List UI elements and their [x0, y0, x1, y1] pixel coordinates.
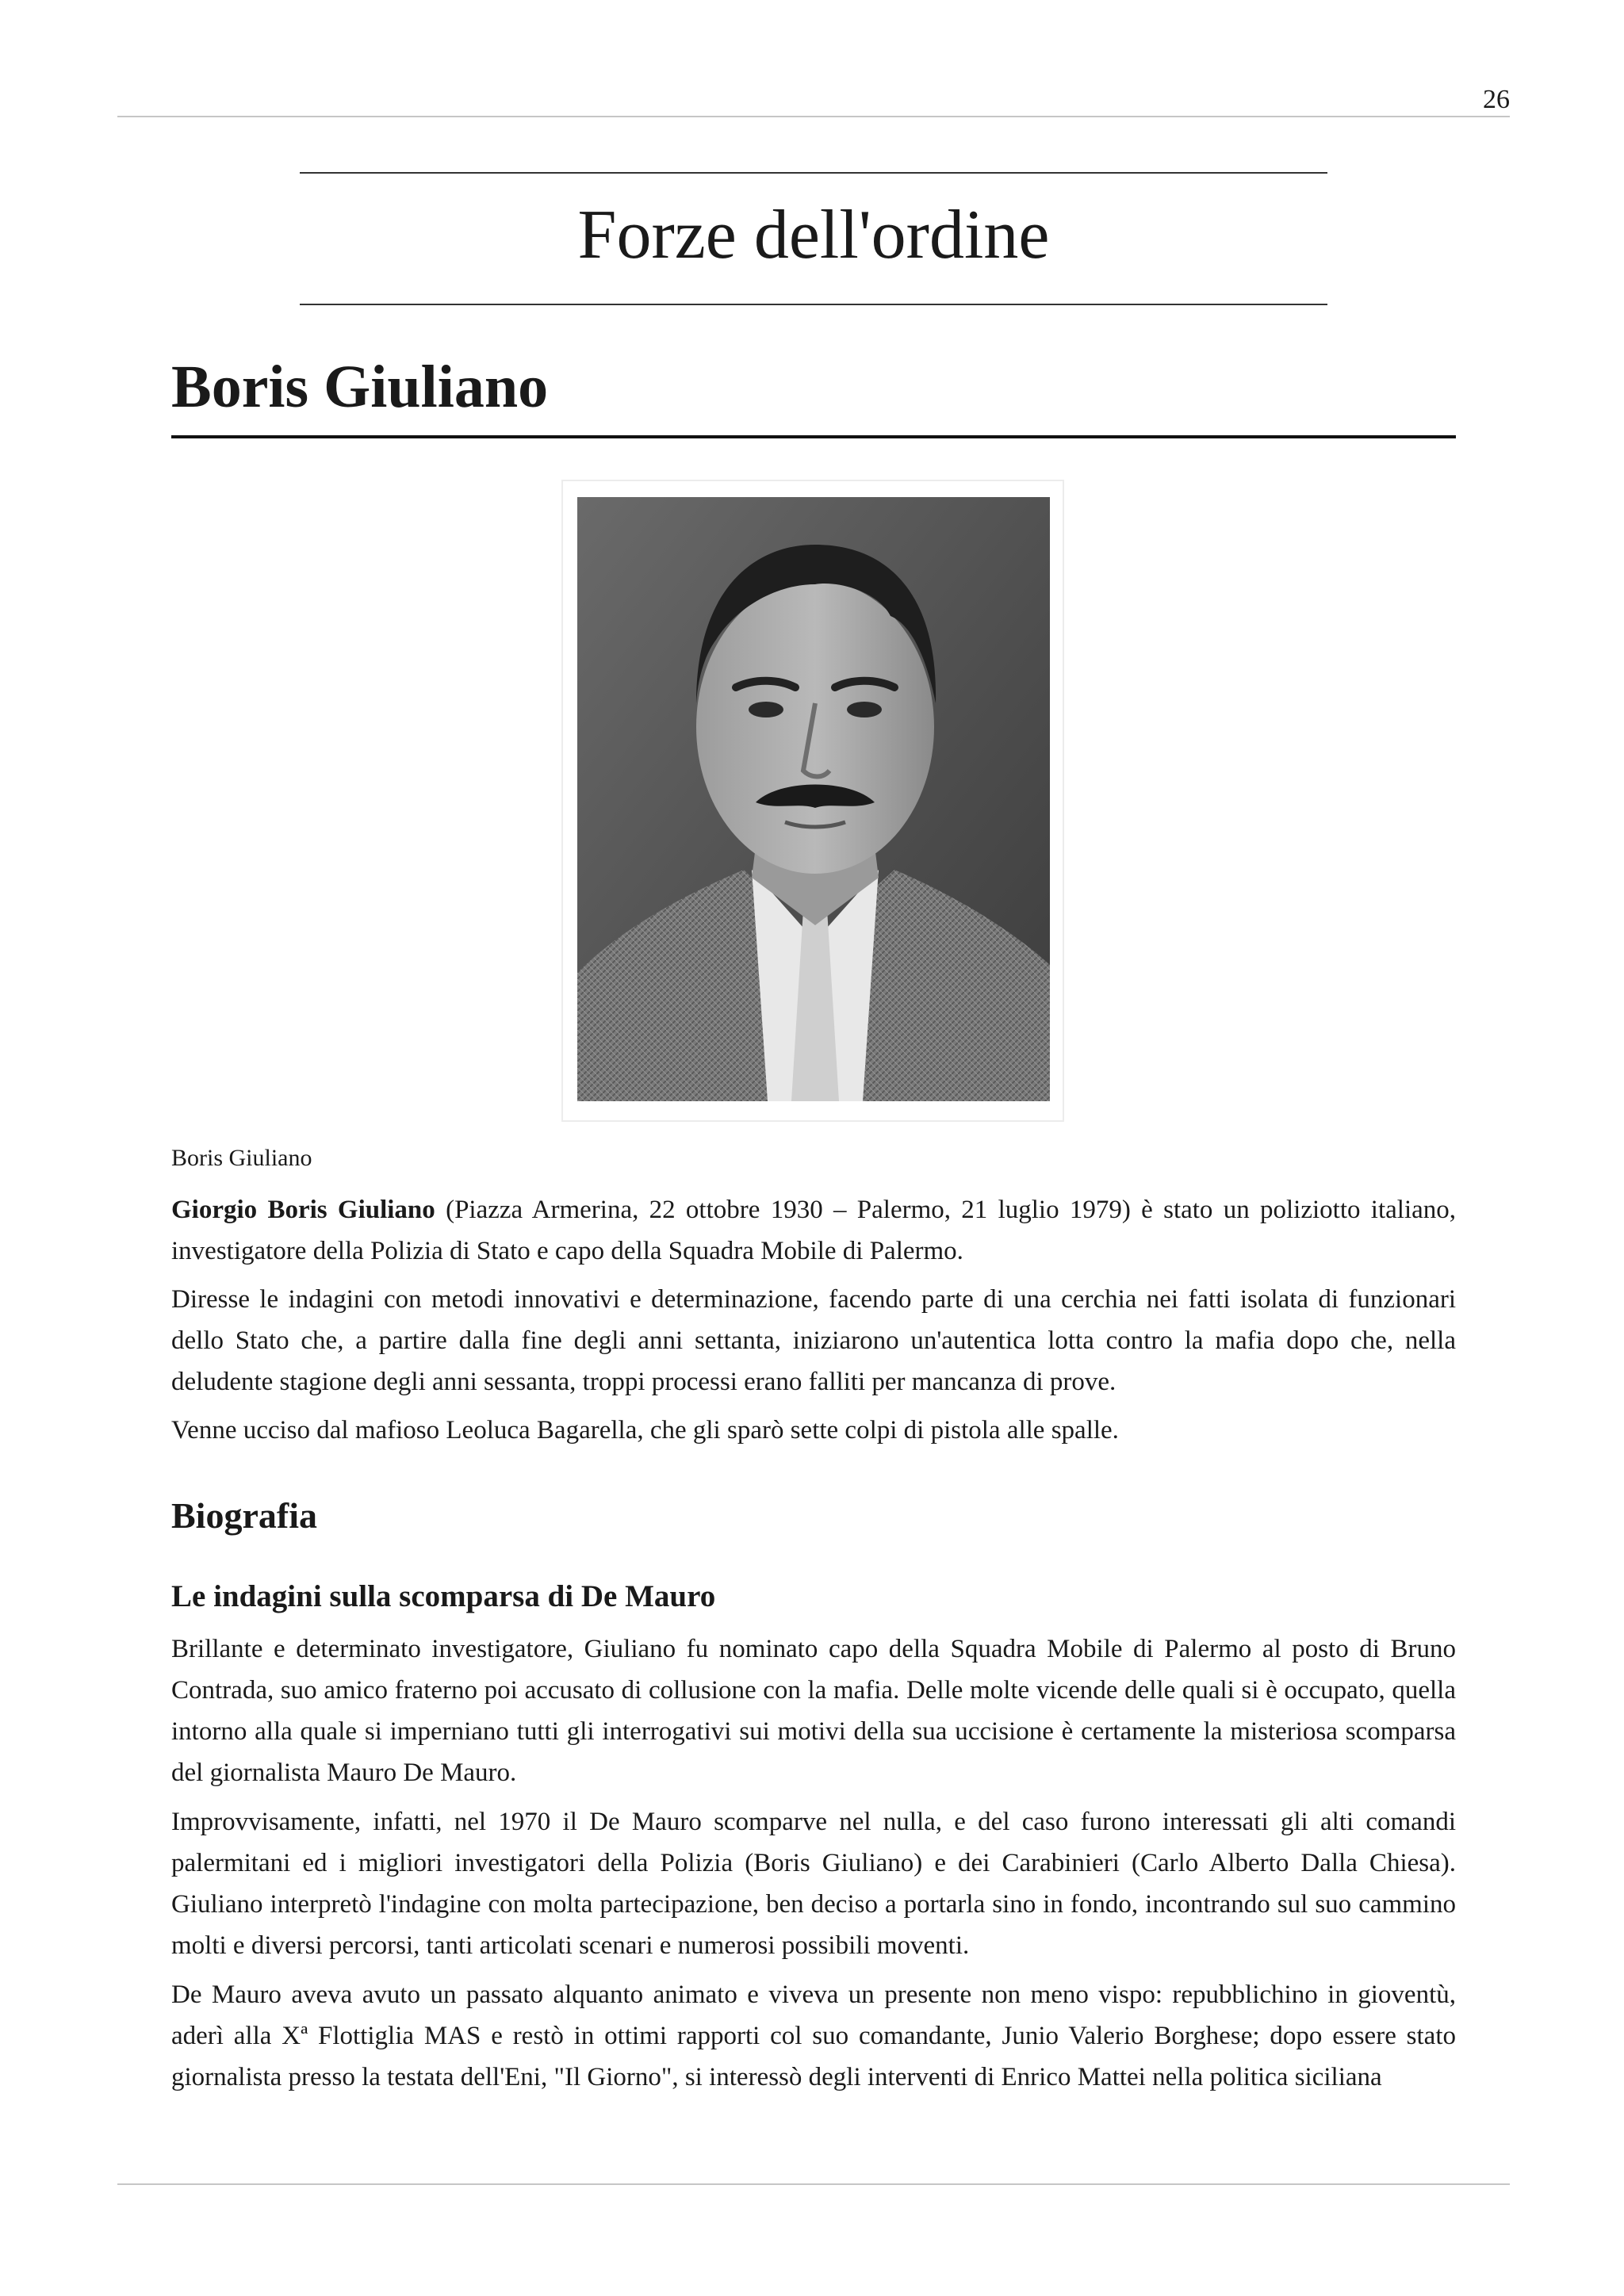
paragraph-4: Brillante e determinato investigatore, Giuliano fu nominato capo della Squadra Mobile di Palermo al posto di Bruno Contrada, suo amico fraterno poi accusato di collusione con la mafia. Delle molte vicende delle quali si è occupato, quella intorno alla quale si imperniano tutti gli interrogativi sui motivi della sua uccisione è certamente la misteriosa scomparsa del giornalista Mauro De Mauro.	[171, 1635, 1456, 1787]
intro-paragraph	[171, 1189, 1456, 1272]
paragraph-6: De Mauro aveva avuto un passato alquanto animato e viveva un presente non meno vispo: repubblichino in gioventù, aderì alla Xª Flottiglia MAS e restò in ottimi rapporti col suo comandante, Junio Valerio Borghese; dopo essere stato giornalista presso la testata dell'Eni, "Il Giorno", si interessò degli interventi di Enrico Mattei nella politica siciliana	[171, 1980, 1456, 2091]
section-heading-biografia: Biografia	[171, 1495, 317, 1536]
intro-lead: Giorgio Boris Giuliano	[171, 1196, 435, 1224]
page-number: 26	[1483, 85, 1510, 114]
image-caption: Boris Giuliano	[171, 1145, 312, 1171]
article-title: Boris Giuliano	[171, 354, 549, 420]
paragraph-3: Venne ucciso dal mafioso Leoluca Bagarella, che gli sparò sette colpi di pistola alle spalle.	[171, 1416, 1119, 1445]
chapter-rule-top	[300, 172, 1327, 174]
header-rule	[117, 116, 1510, 117]
portrait-illustration	[577, 497, 1050, 1101]
paragraph-5: Improvvisamente, infatti, nel 1970 il De Mauro scomparve nel nulla, e del caso furono interessati gli alti comandi palermitani ed i migliori investigatori della Polizia (Boris Giuliano) e dei Carabinieri (Carlo Alberto Dalla Chiesa). Giuliano interpretò l'indagine con molta partecipazione, ben deciso a portarla sino in fondo, incontrando sul suo cammino molti e diversi percorsi, tanti articolati scenari e numerosi possibili moventi.	[171, 1808, 1456, 1960]
intro-rest: (Piazza Armerina, 22 ottobre 1930 – Palermo, 21 luglio 1979) è stato un poliziotto italiano, investigatore della Polizia di Stato e capo della Squadra Mobile di Palermo.	[171, 1196, 1457, 1265]
footer-rule	[117, 2183, 1510, 2185]
paragraph-2: Diresse le indagini con metodi innovativi e determinazione, facendo parte di una cerchia nei fatti isolata di funzionari dello Stato che, a partire dalla fine degli anni settanta, iniziarono un'autentica lotta contro la mafia dopo che, nella deludente stagione degli anni sessanta, troppi processi erano falliti per mancanza di prove.	[171, 1285, 1456, 1396]
subsection-heading: Le indagini sulla scomparsa di De Mauro	[171, 1579, 716, 1613]
chapter-rule-bottom	[300, 304, 1327, 305]
chapter-title: Forze dell'ordine	[577, 197, 1050, 274]
portrait-photo	[577, 497, 1050, 1101]
article-title-rule	[171, 435, 1456, 438]
portrait-frame	[561, 480, 1064, 1122]
